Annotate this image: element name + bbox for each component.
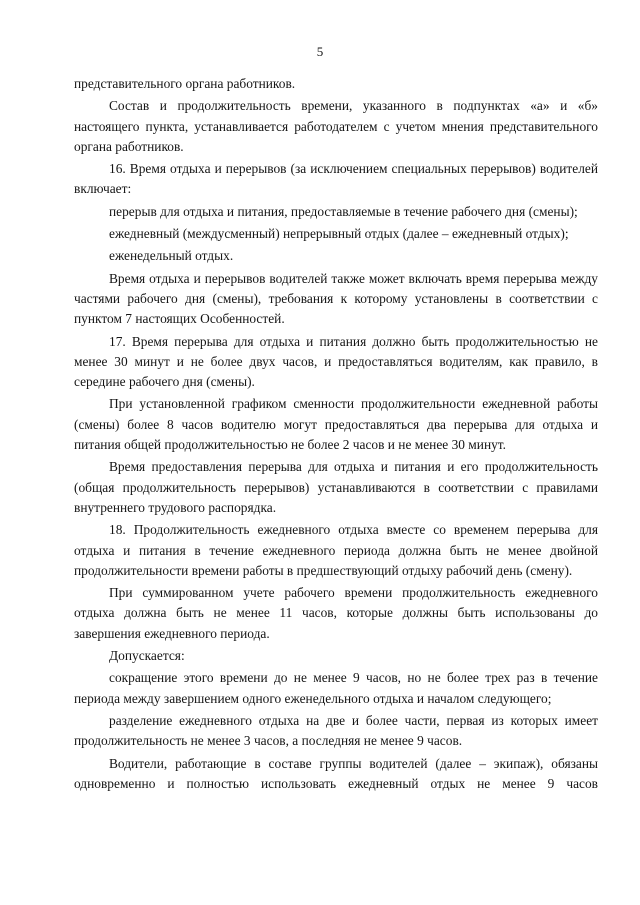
paragraph: Состав и продолжительность времени, указанного в подпунктах «а» и «б» настоящего пункта, устанавливается работодателем с учетом мнения представительного органа работников.	[74, 98, 598, 154]
paragraph: 17. Время перерыва для отдыха и питания должно быть продолжительностью не менее 30 минут и не более двух часов, и предоставляться водителям, как правило, в середине рабочего дня (смены).	[74, 333, 598, 390]
paragraph: 18. Продолжительность ежедневного отдыха вместе со временем перерыва для отдыха и питания в течение ежедневного периода должна быть не менее двойной продолжительности времени работы в предшествующий отдыху рабочий день (смену).	[74, 522, 598, 578]
paragraph: разделение ежедневного отдыха на две и более части, первая из которых имеет продолжительность не менее 3 часов, а последняя не менее 9 часов.	[74, 712, 598, 749]
paragraph: Время отдыха и перерывов водителей также может включать время перерыва между частями рабочего дня (смены), требования к которому установлены в соответствии с пунктом 7 настоящих Особенностей.	[74, 270, 598, 327]
paragraph: Допускается:	[109, 648, 185, 664]
paragraph: При установленной графиком сменности продолжительности ежедневной работы (смены) более 8 часов водителю могут предоставляться два перерыва для отдыха и питания общей продолжительностью не более 2 часов и не менее 30 минут.	[74, 396, 598, 453]
page-number: 5	[316, 44, 324, 59]
document-body	[74, 74, 598, 794]
paragraph: 16. Время отдыха и перерывов (за исключением специальных перерывов) водителей включает:	[74, 161, 598, 197]
paragraph: При суммированном учете рабочего времени продолжительность ежедневного отдыха должна быть не менее 11 часов, которые должны быть использованы до завершения ежедневного периода.	[74, 585, 598, 641]
paragraph: ежедневный (междусменный) непрерывный отдых (далее – ежедневный отдых);	[109, 226, 569, 242]
paragraph: сокращение этого времени до не менее 9 часов, но не более трех раз в течение периода между завершением одного еженедельного отдыха и началом следующего;	[74, 670, 598, 706]
paragraph: перерыв для отдыха и питания, предоставляемые в течение рабочего дня (смены);	[109, 203, 578, 219]
paragraph: еженедельный отдых.	[109, 248, 234, 264]
paragraph: Водители, работающие в составе группы водителей (далее – экипаж), обязаны одновременно и полностью использовать ежедневный отдых не менее 9 часов	[74, 755, 598, 791]
paragraph: Время предоставления перерыва для отдыха и питания и его продолжительность (общая продолжительность перерывов) устанавливаются в соответствии с правилами внутреннего трудового распорядка.	[74, 459, 598, 515]
paragraph: представительного органа работников.	[74, 76, 296, 91]
